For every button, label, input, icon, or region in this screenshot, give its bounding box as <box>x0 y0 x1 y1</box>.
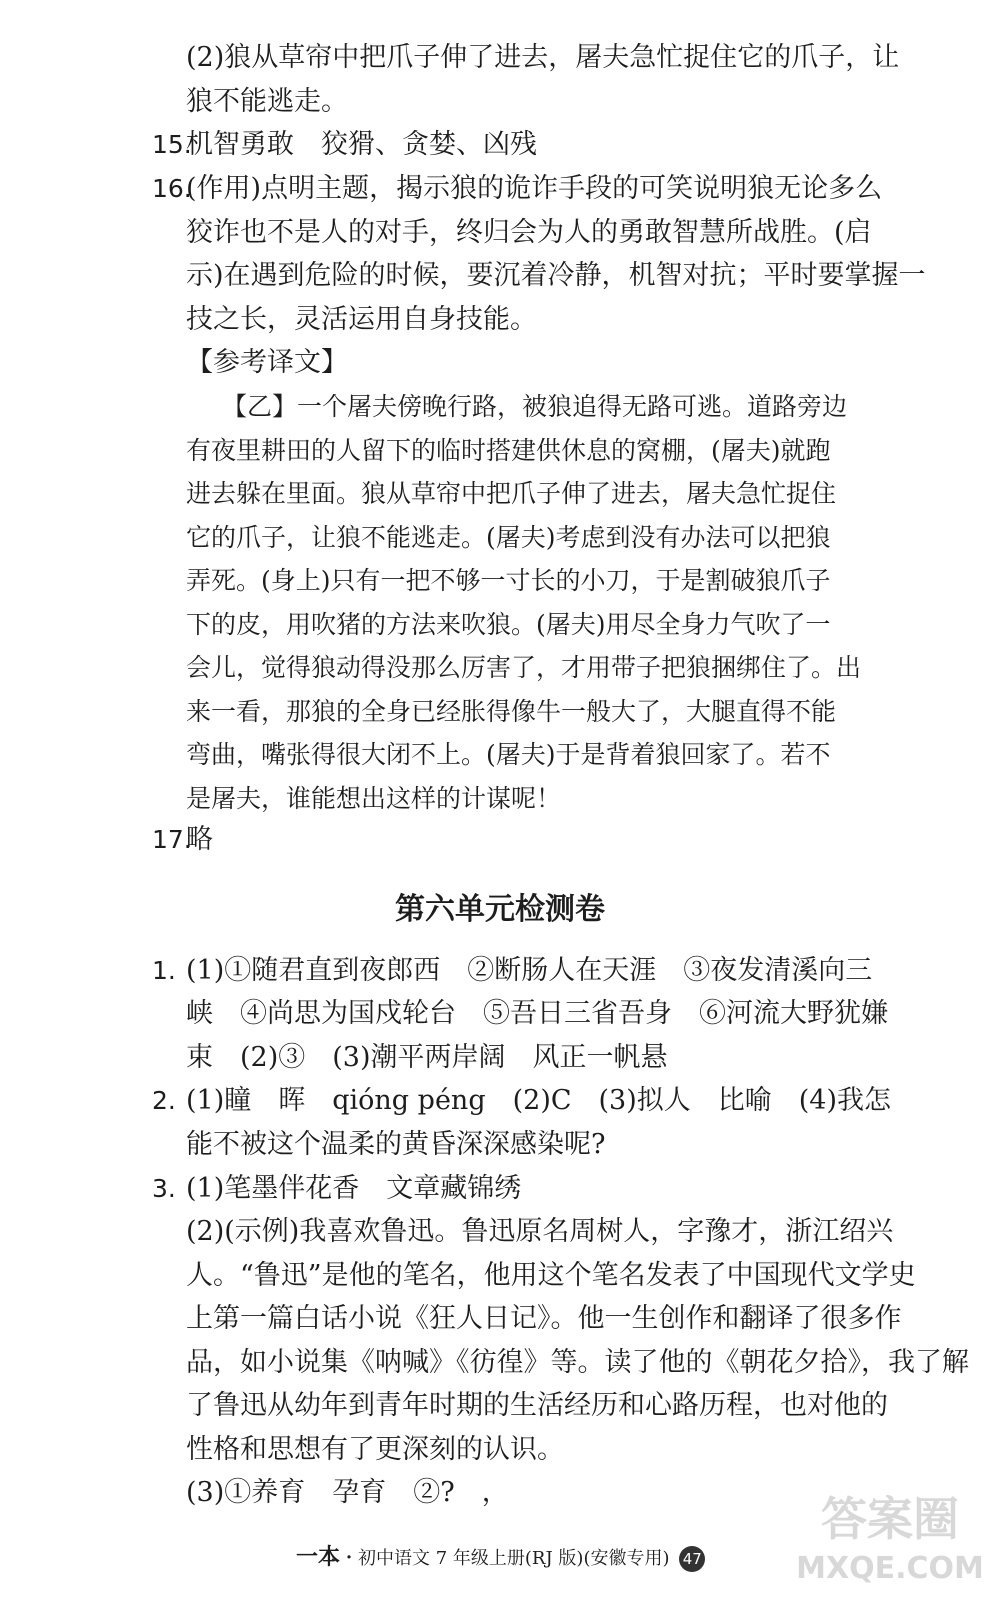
watermark-bottom-text: MXQE.COM <box>796 1551 984 1586</box>
translation-line: 【乙】一个屠夫傍晚行路，被狼追得无路可逃。道路旁边 <box>222 392 848 421</box>
line-text: 上第一篇白话小说《狂人日记》。他一生创作和翻译了很多作 <box>186 1303 902 1334</box>
translation-line: 是屠夫，谁能想出这样的计谋呢！ <box>186 784 562 813</box>
translation-line: 它的爪子，让狼不能逃走。(屠夫)考虑到没有办法可以把狼 <box>186 523 831 552</box>
line-text: 机智勇敢 狡猾、贪婪、凶残 <box>186 129 537 160</box>
footer-brand: 一本 <box>296 1544 341 1570</box>
watermark-top-text: 答案圈 <box>821 1492 959 1546</box>
translation-line: 有夜里耕田的人留下的临时搭建供休息的窝棚，(屠夫)就跑 <box>186 436 831 465</box>
translation-line: 弯曲，嘴张得很大闭不上。(屠夫)于是背着狼回家了。若不 <box>186 740 831 769</box>
line-text: 性格和思想有了更深刻的认识。 <box>186 1434 564 1465</box>
line-text: (2)(示例)我喜欢鲁迅。鲁迅原名周树人，字豫才，浙江绍兴 <box>186 1216 894 1247</box>
line-text: 略 <box>186 824 213 855</box>
watermark-logo <box>790 1480 990 1590</box>
line-text: (2)狼从草帘中把爪子伸了进去，屠夫急忙捉住它的爪子，让 <box>186 42 900 73</box>
line-text: 【参考译文】 <box>186 347 348 378</box>
line-text: (3)①养育 孕育 ②? ， <box>186 1477 509 1508</box>
question-number: 2. <box>152 1086 176 1115</box>
translation-line: 弄死。(身上)只有一把不够一寸长的小刀，于是割破狼爪子 <box>186 566 831 595</box>
line-text: (作用)点明主题，揭示狼的诡诈手段的可笑说明狼无论多么 <box>186 173 883 204</box>
line-text: 束 (2)③ (3)潮平两岸阔 风正一帆悬 <box>186 1042 668 1073</box>
section-title: 第六单元检测卷 <box>395 892 605 927</box>
translation-line: 来一看，那狼的全身已经胀得像牛一般大了，大腿直得不能 <box>186 697 837 726</box>
line-text: (1)①随君直到夜郎西 ②断肠人在天涯 ③夜发清溪向三 <box>186 955 873 986</box>
line-text: (1)笔墨伴花香 文章藏锦绣 <box>186 1173 522 1204</box>
translation-line: 下的皮，用吹猪的方法来吹狼。(屠夫)用尽全身力气吹了一 <box>186 610 831 639</box>
question-number: 16. <box>152 174 192 203</box>
line-text: 示)在遇到危险的时候，要沉着冷静，机智对抗；平时要掌握一 <box>186 260 926 291</box>
footer-text: ・初中语文 7 年级上册(RJ 版)(安徽专用) <box>340 1548 670 1569</box>
line-text: 狼不能逃走。 <box>186 86 348 117</box>
translation-line: 进去躲在里面。狼从草帘中把爪子伸了进去，屠夫急忙捉住 <box>186 479 837 508</box>
question-number: 17. <box>152 825 192 854</box>
translation-line: 会儿，觉得狼动得没那么厉害了，才用带子把狼捆绑住了。出 <box>186 653 862 682</box>
line-text: 品，如小说集《呐喊》《彷徨》等。读了他的《朝花夕拾》，我了解 <box>186 1347 969 1378</box>
question-number: 15. <box>152 130 192 159</box>
line-text: 人。“鲁迅”是他的笔名，他用这个笔名发表了中国现代文学史 <box>186 1260 916 1291</box>
line-text: 能不被这个温柔的黄昏深深感染呢? <box>186 1129 606 1160</box>
line-text: 狡诈也不是人的对手，终归会为人的勇敢智慧所战胜。(启 <box>186 217 872 248</box>
line-text: 峡 ④尚思为国戍轮台 ⑤吾日三省吾身 ⑥河流大野犹嫌 <box>186 998 888 1029</box>
line-text: (1)瞳 晖 qióng péng (2)C (3)拟人 比喻 (4)我怎 <box>186 1085 892 1116</box>
page-number: 47 <box>679 1546 705 1572</box>
line-text: 技之长，灵活运用自身技能。 <box>186 304 537 335</box>
page-footer <box>296 1540 705 1572</box>
line-text: 了鲁迅从幼年到青年时期的生活经历和心路历程，也对他的 <box>186 1390 888 1421</box>
question-number: 1. <box>152 956 176 985</box>
question-number: 3. <box>152 1174 176 1203</box>
